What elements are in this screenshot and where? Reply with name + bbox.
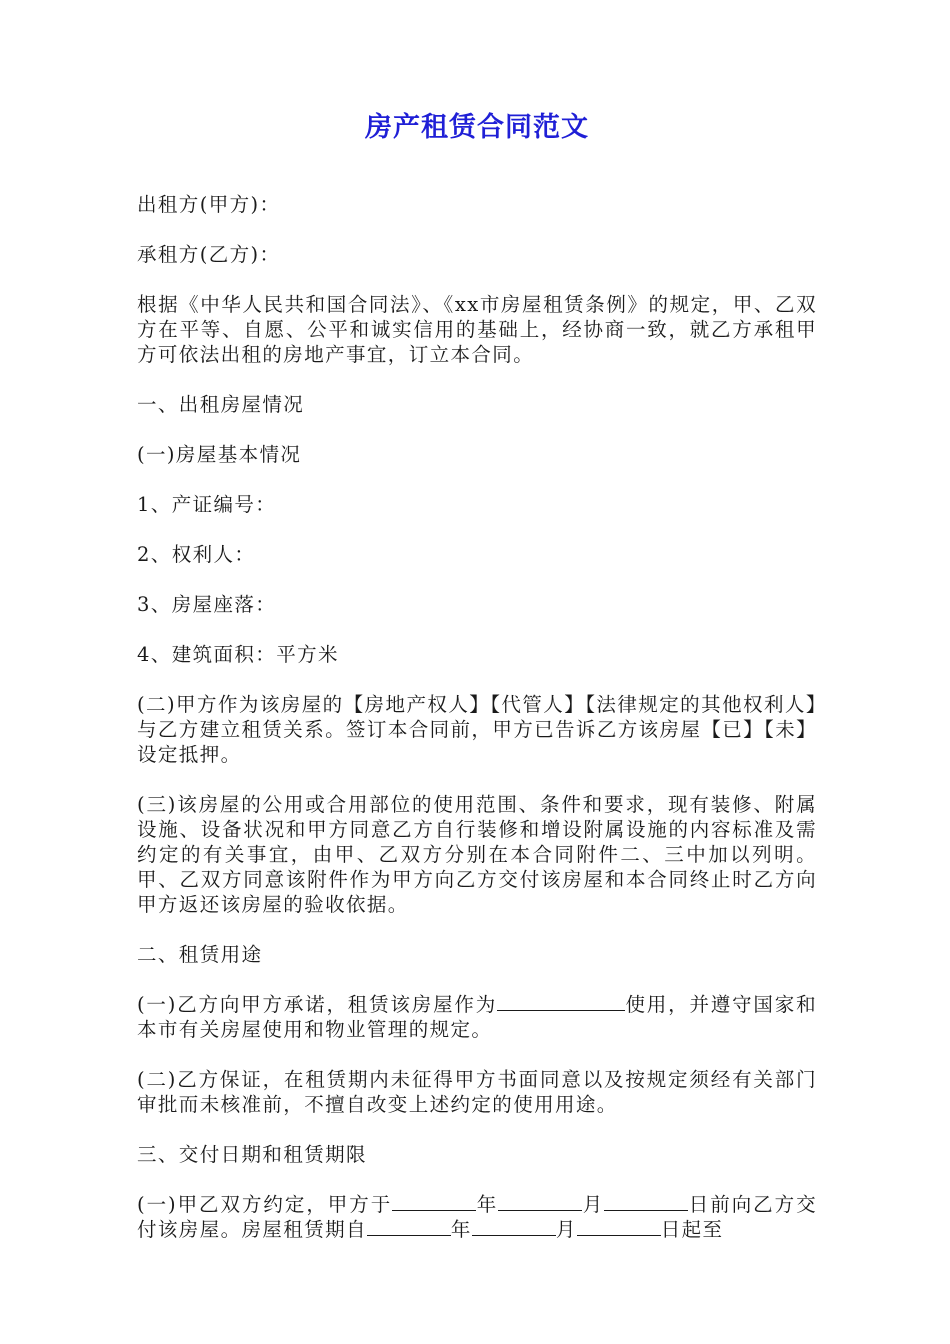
clause-3-1-part2: 日前向乙方交付该房屋。房屋租赁期自 bbox=[137, 1193, 818, 1241]
property-location: 3、房屋座落： bbox=[137, 593, 277, 616]
section-3-heading: 三、交付日期和租赁期限 bbox=[137, 1143, 367, 1166]
start-year-blank bbox=[367, 1217, 451, 1236]
preamble-paragraph: 根据《中华人民共和国合同法》、《xx市房屋租赁条例》的规定，甲、乙双方在平等、自愿、公平和诚实信用的基础上，经协商一致，就乙方承租甲方可依法出租的房地产事宜，订立本合同。 bbox=[137, 293, 817, 366]
clause-1-3: (三)该房屋的公用或合用部位的使用范围、条件和要求，现有装修、附属设施、设备状况和甲方同意乙方自行装修和增设附属设施的内容标准及需约定的有关事宜，由甲、乙双方分别在本合同附件二、三中加以列明。甲、乙双方同意该附件作为甲方向乙方交付该房屋和本合同终止时乙方向甲方返还该房屋的验收依据。 bbox=[137, 793, 817, 916]
delivery-year-blank bbox=[392, 1192, 476, 1211]
delivery-year-label: 年 bbox=[476, 1193, 499, 1216]
document-title: 房产租赁合同范文 bbox=[365, 112, 589, 143]
property-cert-number: 1、产证编号： bbox=[137, 493, 277, 516]
lessor-line: 出租方(甲方)： bbox=[137, 193, 281, 216]
clause-2-1-after: 使用，并遵守国家和本市有关房屋使用和物业管理的规定。 bbox=[137, 993, 817, 1041]
start-month-blank bbox=[472, 1217, 556, 1236]
section-2-heading: 二、租赁用途 bbox=[137, 943, 263, 966]
clause-3-1-part3: 日起至 bbox=[660, 1218, 724, 1241]
usage-blank bbox=[497, 992, 625, 1011]
clause-3-1-part1: (一)甲乙双方约定，甲方于 bbox=[137, 1193, 393, 1216]
property-owner: 2、权利人： bbox=[137, 543, 256, 566]
lessee-line: 承租方(乙方)： bbox=[137, 243, 281, 266]
property-area: 4、建筑面积：平方米 bbox=[137, 643, 339, 666]
clause-2-2: (二)乙方保证，在租赁期内未征得甲方书面同意以及按规定须经有关部门审批而未核准前，不擅自改变上述约定的使用用途。 bbox=[137, 1068, 817, 1116]
delivery-month-label: 月 bbox=[582, 1193, 605, 1216]
clause-2-1-before: (一)乙方向甲方承诺，租赁该房屋作为 bbox=[137, 993, 498, 1016]
start-year-label: 年 bbox=[450, 1218, 472, 1241]
section-1-heading: 一、出租房屋情况 bbox=[137, 393, 305, 416]
subsection-1-1-heading: (一)房屋基本情况 bbox=[137, 443, 302, 466]
start-day-blank bbox=[577, 1217, 661, 1236]
clause-3-1 bbox=[137, 1192, 817, 1242]
start-month-label: 月 bbox=[555, 1218, 577, 1241]
delivery-month-blank bbox=[498, 1192, 582, 1211]
clause-2-1 bbox=[137, 992, 817, 1042]
clause-1-2: (二)甲方作为该房屋的【房地产权人】【代管人】【法律规定的其他权利人】与乙方建立租赁关系。签订本合同前，甲方已告诉乙方该房屋【已】【未】设定抵押。 bbox=[137, 693, 817, 766]
document-page bbox=[137, 108, 817, 1267]
delivery-day-blank bbox=[604, 1192, 688, 1211]
